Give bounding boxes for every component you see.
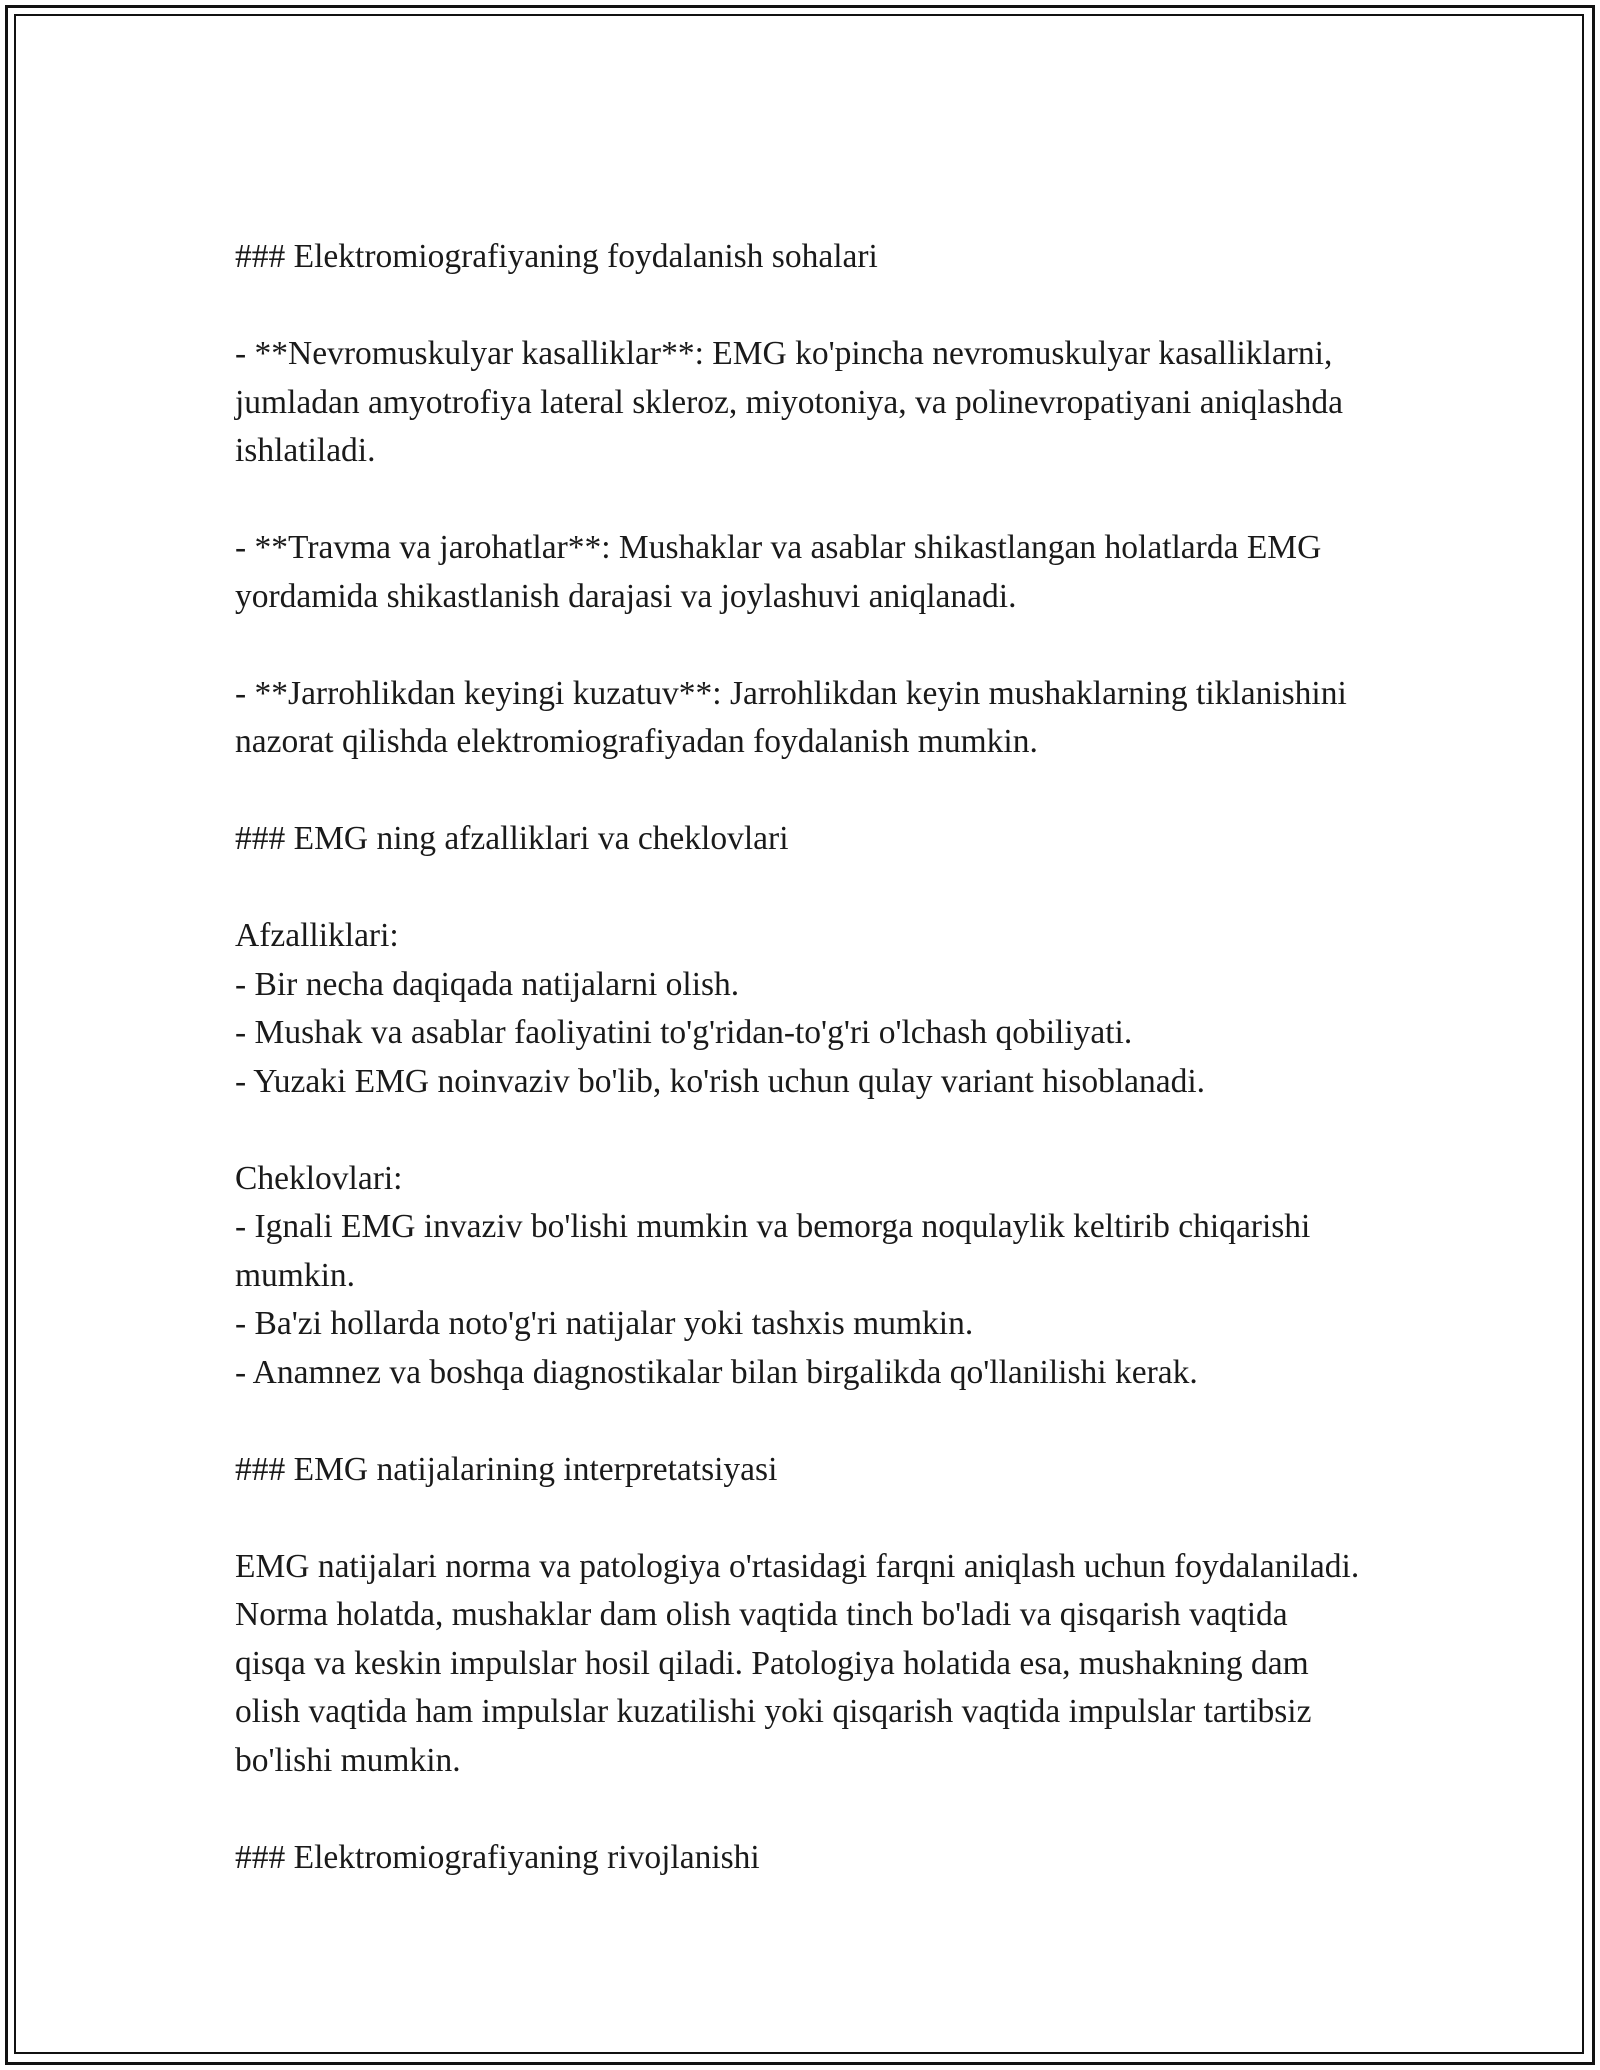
- limitation-item: - Ba'zi hollarda noto'g'ri natijalar yoki tashxis mumkin.: [235, 1305, 974, 1342]
- list-item: - **Nevromuskulyar kasalliklar**: EMG ko'pincha nevromuskulyar kasalliklarni, jumladan amyotrofiya lateral skleroz, miyotoniya, va polinevropatiyani aniqlashda ishlatiladi.: [235, 335, 1343, 469]
- list-item: - **Travma va jarohatlar**: Mushaklar va asablar shikastlangan holatlarda EMG yordamida shikastlanish darajasi va joylashuvi aniqlanadi.: [235, 529, 1322, 615]
- section-heading: ### EMG ning afzalliklari va cheklovlari: [235, 820, 789, 857]
- limitation-item: - Anamnez va boshqa diagnostikalar bilan birgalikda qo'llanilishi kerak.: [235, 1353, 1198, 1391]
- advantage-item: - Yuzaki EMG noinvaziv bo'lib, ko'rish uchun qulay variant hisoblanadi.: [235, 1062, 1206, 1100]
- list-item: - **Jarrohlikdan keyingi kuzatuv**: Jarrohlikdan keyin mushaklarning tiklanishini nazorat qilishda elektromiografiyadan foydalanish mumkin.: [235, 674, 1347, 760]
- advantage-item: - Mushak va asablar faoliyatini to'g'ridan-to'g'ri o'lchash qobiliyati.: [235, 1014, 1133, 1051]
- limitation-item: - Ignali EMG invaziv bo'lishi mumkin va bemorga noqulaylik keltirib chiqarishi mumkin.: [235, 1208, 1311, 1294]
- document-body: [235, 233, 1365, 1882]
- advantage-item: - Bir necha daqiqada natijalarni olish.: [235, 965, 740, 1003]
- limitations-title: Cheklovlari:: [235, 1159, 403, 1197]
- section-heading: ### Elektromiografiyaning foydalanish sohalari: [235, 238, 878, 275]
- section-heading: ### Elektromiografiyaning rivojlanishi: [235, 1838, 760, 1876]
- section-heading: ### EMG natijalarining interpretatsiyasi: [235, 1450, 778, 1488]
- interpretation-paragraph: EMG natijalari norma va patologiya o'rtasidagi farqni aniqlash uchun foydalaniladi. Norma holatda, mushaklar dam olish vaqtida tinch bo'ladi va qisqarish vaqtida qisqa va keskin impulslar hosil qiladi. Patologiya holatida esa, mushakning dam olish vaqtida ham impulslar kuzatilishi yoki qisqarish vaqtida impulslar tartibsiz bo'lishi mumkin.: [235, 1547, 1360, 1779]
- advantages-title: Afzalliklari:: [235, 917, 399, 954]
